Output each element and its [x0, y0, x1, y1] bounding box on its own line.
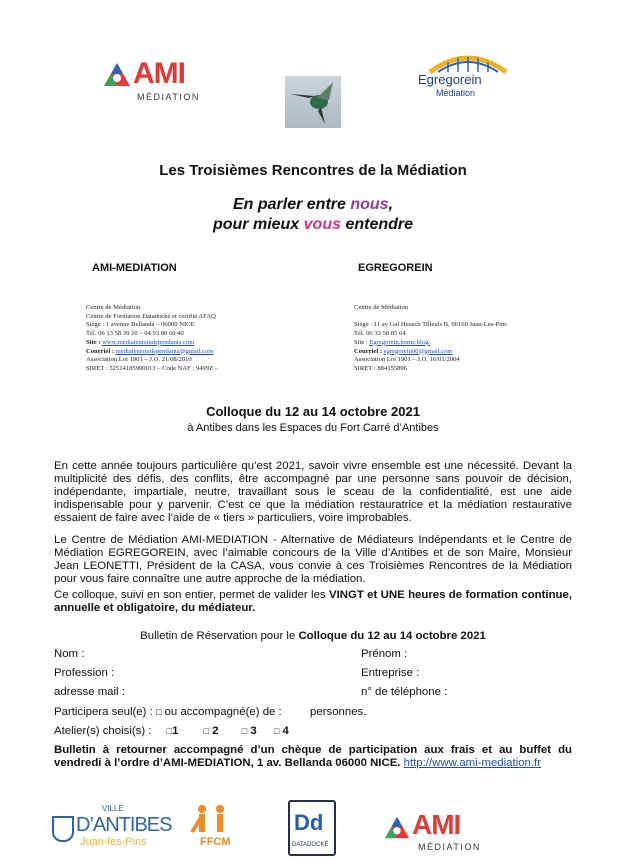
- tagline-text: entendre: [341, 216, 414, 233]
- datadocke-logo: [288, 800, 336, 856]
- checkbox-atelier-2[interactable]: □: [203, 726, 210, 736]
- logo-letter-a: A: [133, 57, 154, 90]
- form-heading-text: Bulletin de Réservation pour le: [140, 630, 299, 642]
- field-entreprise[interactable]: Entreprise :: [361, 667, 420, 679]
- site-label: Site :: [86, 338, 101, 346]
- logo-letter-a: A: [412, 809, 432, 840]
- field-nom[interactable]: Nom :: [54, 648, 85, 660]
- participation-label: Participera seul(e) :: [54, 706, 153, 718]
- atelier-option: 3: [250, 725, 257, 737]
- egregorein-subtitle: Médiation: [436, 88, 476, 98]
- participation-row: [54, 706, 366, 718]
- detail-line: Tél. 06 33 58 85 64: [354, 330, 406, 338]
- atelier-option: 4: [282, 725, 289, 737]
- ami-triangle-icon: [384, 816, 410, 840]
- site-label: Site :: [354, 338, 368, 346]
- checkbox-atelier-3[interactable]: □: [241, 726, 248, 736]
- detail-line: SIRET : 52514185900013 – Code NAF : 9499Z -: [86, 364, 218, 372]
- return-note: [54, 744, 572, 770]
- logo-line: D’ANTIBES: [76, 814, 172, 836]
- logo-line: VILLE: [102, 804, 124, 813]
- egregorein-name: Egregorein: [418, 72, 482, 87]
- organizer-details-egregorein: [354, 304, 594, 374]
- checkbox-atelier-1[interactable]: □: [166, 726, 173, 736]
- event-title: Colloque du 12 au 14 octobre 2021: [206, 404, 420, 419]
- bridge-arch-icon: [428, 50, 508, 74]
- detail-line: Centre de Médiation: [86, 304, 141, 311]
- detail-line: Tél. 06 13 58 39 20 – 04 93 80 60 40: [86, 330, 184, 338]
- ville-antibes-logo: [48, 802, 172, 852]
- ateliers-row: [54, 725, 289, 737]
- return-note-text: Bulletin à retourner accompagné d’un chèque de participation aux frais et au buffet du vendredi à l’ordre d’AMI-MEDIATION, 1 av. Bellanda 06000 NICE.: [54, 744, 572, 770]
- logo-letters-mi: MI: [153, 57, 185, 90]
- tagline-text: ,: [388, 196, 394, 213]
- tagline-line-1: [0, 196, 626, 214]
- ami-mediation-footer-logo: [384, 810, 494, 854]
- logo-subtitle: MÉDIATION: [137, 92, 200, 102]
- atelier-option: 2: [212, 725, 219, 737]
- ami-mediation-logo: [103, 58, 213, 108]
- tagline-line-2: [0, 216, 626, 234]
- tagline-text: En parler entre: [232, 196, 351, 213]
- logo-letters-mi: MI: [431, 809, 461, 840]
- title-rest: Rencontres de la Médiation: [271, 162, 467, 179]
- field-profession[interactable]: Profession :: [54, 667, 115, 679]
- training-paragraph: [54, 589, 572, 615]
- ami-triangle-icon: [103, 62, 131, 88]
- title-prefix: Les Troisièmes: [159, 162, 272, 179]
- email-label: Courriel :: [86, 347, 115, 355]
- site-link[interactable]: www.mediateursindependants.com: [102, 338, 195, 346]
- logo-line: Juan-les-Pins: [80, 836, 147, 848]
- ami-website-link[interactable]: http://www.ami-mediation.fr: [403, 757, 541, 770]
- ffcm-people-icon: [186, 804, 236, 834]
- ffcm-logo: [186, 804, 236, 852]
- checkbox-atelier-4[interactable]: □: [273, 726, 280, 736]
- detail-line: Siège : 11 av Gal Heusch Tilleuls B, 06160 Juan-Les-Pins: [354, 321, 507, 329]
- atelier-option: 1: [172, 725, 179, 737]
- form-heading-event: Colloque du 12 au 14 octobre 2021: [298, 630, 486, 642]
- page-title: [0, 162, 626, 179]
- form-heading: [0, 630, 626, 642]
- logo-subtitle: MÉDIATION: [418, 842, 481, 852]
- checkbox-alone[interactable]: □: [155, 707, 162, 717]
- ffcm-text: FFCM: [200, 836, 231, 848]
- tagline-highlight-nous: nous: [350, 196, 389, 213]
- detail-line: Centre de Formation Datadocké et certifié AFAQ: [86, 312, 216, 320]
- egregorein-logo: [418, 50, 518, 100]
- tagline-text: pour mieux: [212, 216, 304, 233]
- detail-line: Association Loi 1901 – J.O. 21/08/2010: [86, 356, 192, 364]
- hummingbird-image: [285, 76, 341, 128]
- detail-line: Siège : 1 avenue Bellanda – 06000 NICE: [86, 321, 195, 329]
- site-link[interactable]: Egregorein.home.blog/: [369, 338, 431, 346]
- persons-label: personnes.: [310, 706, 367, 718]
- field-prenom[interactable]: Prénom :: [361, 648, 408, 660]
- datadocke-mark: Dd: [294, 810, 324, 835]
- detail-line: SIRET : 884155896: [354, 364, 407, 372]
- email-link[interactable]: egregorein06@gmail.com: [383, 347, 453, 355]
- detail-line: Association Loi 1901 – J.O. 16/01/2004: [354, 356, 460, 364]
- intro-paragraph: En cette année toujours particulière qu’est 2021, savoir vivre ensemble est une nécessité. Devant la multiplicité des défis, des conflits, être accompagné par une personne sans pouvoir de décision, indépendante, impartiale, neutre, travaillant sous le sceau de la confidentialité, est une aide indispensable pour y parvenir. C’est ce que la médiation restauratrice et la médiation restaurative essaient de faire avec l’aide de « tiers » particuliers, voire improbables.: [54, 460, 572, 525]
- training-text: Ce colloque, suivi en son entier, permet de valider les: [54, 589, 329, 601]
- email-link[interactable]: mediateursindependants@gmail.com: [115, 347, 214, 355]
- ateliers-label: Atelier(s) choisi(s) :: [54, 725, 152, 737]
- organizer-name: AMI-MEDIATION: [92, 262, 177, 274]
- detail-line: Centre de Médiation: [354, 304, 409, 311]
- email-label: Courriel :: [354, 347, 383, 355]
- organizer-details-ami: [86, 304, 326, 374]
- spacer: [354, 313, 594, 322]
- training-hours: VINGT et UNE heures de formation continue, annuelle et obligatoire, du médiateur.: [54, 589, 572, 615]
- tagline-highlight-vous: vous: [303, 216, 341, 233]
- datadocke-text: DATADOCKÉ: [292, 842, 329, 848]
- shield-icon: [52, 816, 74, 842]
- organizers-paragraph: Le Centre de Médiation AMI-MEDIATION - Alternative de Médiateurs Indépendants et le Centre de Médiation EGREGOREIN, avec l’aimable concours de la Ville d’Antibes et de son Maire, Monsieur Jean LEONETTI, Président de la CASA, vous convie à ces Troisièmes Rencontres de la Médiation pour vous faire connaître une autre approche de la médiation.: [54, 534, 572, 586]
- field-phone[interactable]: n° de téléphone :: [361, 686, 448, 698]
- accompanied-label: ou accompagné(e) de :: [164, 706, 282, 718]
- organizer-name: EGREGOREIN: [358, 262, 433, 274]
- field-email[interactable]: adresse mail :: [54, 686, 125, 698]
- event-location: à Antibes dans les Espaces du Fort Carré d’Antibes: [187, 422, 439, 434]
